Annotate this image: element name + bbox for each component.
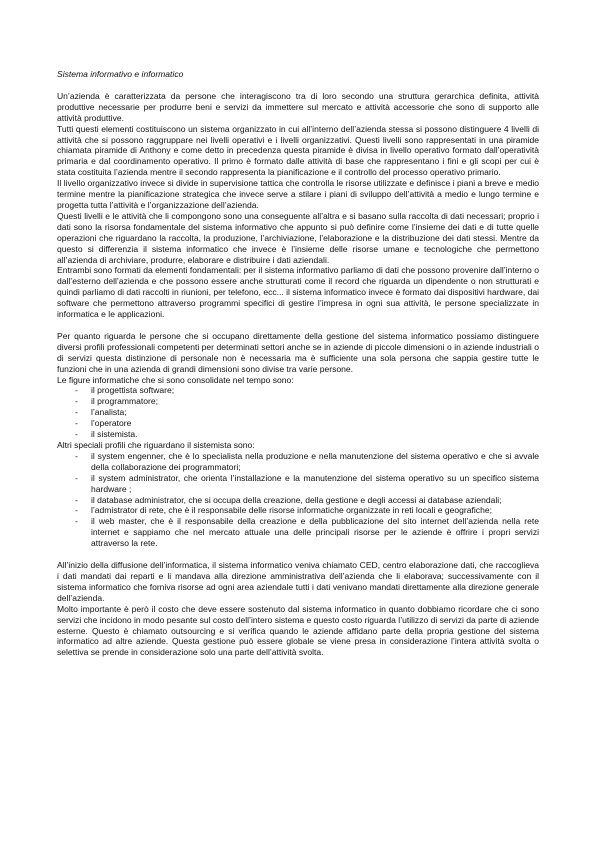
bullet-dash: - [75,429,78,440]
bullet-dash: - [75,450,78,461]
paragraph-gap [57,549,539,560]
list-item-text: il programmatore; [91,396,158,407]
special-profiles-list [57,451,539,549]
list-item-text: il system administrator, che orienta l’installazione e la manutenzione del sistema operativo su un specifico sistema hardware ; [91,472,539,494]
list-item-text: il database administrator, che si occupa della creazione, della gestione e degli accessi ai database aziendali; [91,494,502,505]
consolidated-figures-lead: Le figure informatiche che si sono consolidate nel tempo sono: [57,374,294,385]
list-item-text: il system engenner, che è lo specialista nella produzione e nella manutenzione del sistema operativo e che si avvale della collaborazione dei programmatori; [91,450,539,472]
paragraph-organizational-level: Il livello organizzativo invece si divide in supervisione tattica che controlla le risorse utilizzate e definisce i piani a breve e medio termine mentre la pianificazione strategica che invece serve a stilare i piani di sviluppo dell’attività a medio e lungo termine e progetta tutta l’attività e l’organizzazione dell’azienda. [57,178,539,210]
document-title: Sistema informativo e informatico [57,69,184,79]
paragraph-intro: Un’azienda è caratterizzata da persone che interagiscono tra di loro secondo una struttura gerarchica definita, attività produttive necessarie per produrre beni e servizi da immettere sul mercato e attività accessorie che sono di supporto alle attività produttive. [57,90,539,123]
list-item [57,495,539,506]
bullet-dash: - [75,407,78,418]
list-item-text: il web master, che è il responsabile della creazione e della pubblicazione del sito internet dell’azienda nella rete internet e sappiamo che nel mercato attuale una delle principali risorse per le aziende è offrire i propri servizi attraverso la rete. [91,516,539,549]
list-item-text: il progettista software; [91,385,175,396]
paragraph-people: Per quanto riguarda le persone che si occupano direttamente della gestione del sistema informatico possiamo distinguere diversi profili professionali competenti per determinati settori anche se in aziende di piccole dimensioni o in aziende industriali o di servizi questa distinzione di personale non è necessaria ma è sufficiente una sola persona che sappia gestire tutte le funzioni che in una azienda di grandi dimensioni sono divise tra varie persone. [57,330,539,374]
list-item [57,505,539,516]
bullet-dash: - [75,418,78,429]
bullet-dash: - [75,472,78,483]
list-item [57,385,539,396]
list-item [57,407,539,418]
bullet-dash: - [75,385,78,396]
list-item-text: l’analista; [91,407,127,418]
list-item-text: l’operatore [91,418,132,429]
list-item [57,473,539,495]
list-item [57,429,539,440]
bullet-dash: - [75,396,78,407]
list-item-text: il sistemista. [91,429,138,440]
bullet-dash: - [75,505,78,516]
paragraph-anthony-pyramid: Tutti questi elementi costituiscono un sistema organizzato in cui all’interno dell’azienda stessa si possono distinguere 4 livelli di attività che si possono raggruppare nei livelli operativi e i livelli organizzativi. Questi livelli sono rappresentati in una piramide chiamata piramide di Anthony e come detto in precedenza questa piramide è divisa in livello operativo formato dall’operatività primaria e dal coordinamento operativo. Il primo è formato dalle attività di base che rappresentano i fini e gli scopi per cui è stata costituita l’azienda mentre il secondo rappresenta la pianificazione e il controllo del processo operativo primario. [57,123,539,178]
paragraph-fundamental-elements: Entrambi sono formati da elementi fondamentali: per il sistema informativo parliamo di dati che possono provenire dall’interno o dall’esterno dell’azienda e che possono essere anche strutturati come il record che riguarda un dipendente o non strutturati e quindi parliamo di dati raccolti in riunioni, per telefono, ecc... il sistema informatico invece è formato dai dispositivi hardware, dai software che permettono attraverso programmi specifici di gestire l’impresa in ogni sua attività, le persone specializzate in informatica e le applicazioni. [57,265,539,320]
list-item-text: l’admistrator di rete, che è il responsabile delle risorse informatiche organizzate in reti locali e geografiche; [91,505,492,516]
paragraph-gap [57,320,539,331]
special-profiles-lead: Altri speciali profili che riguardano il sistemista sono: [57,440,255,450]
list-item [57,418,539,429]
paragraph-outsourcing: Molto importante è però il costo che deve essere sostenuto dal sistema informatico in quanto dobbiamo ricordare che ci sono servizi che incidono in modo pesante sul costo dell’intero sistema e questo costo riguarda l’utilizzo di servizi da parte di aziende esterne. Questo è chiamato outsourcing e si verifica quando le aziende affidano parte della propria gestione del sistema informatico ad altre aziende. Questa gestione può essere globale se viene presa in considerazione l’intera attività svolta o selettiva se prende in considerazione solo una parte dell’attività svolta. [57,603,539,658]
bullet-dash: - [75,516,78,527]
list-item [57,451,539,473]
paragraph-data-resources: Questi livelli e le attività che li compongono sono una conseguente all’altra e si basano sulla raccolta di dati necessari; proprio i dati sono la risorsa fondamentale del sistema informativo che appunto si può definire come l’insieme dei dati e di tutte quelle operazioni che riguardano la raccolta, la produzione, l’archiviazione, l’elaborazione e la distribuzione dei dati stessi. Mentre da questo si differenzia il sistema informatico che invece è l’insieme delle risorse umane e tecnologiche che permettono all’azienda di archiviare, produrre, elaborare e distribuire i dati aziendali. [57,210,539,265]
bullet-dash: - [75,494,78,505]
list-item [57,516,539,549]
document-body [57,69,539,658]
consolidated-figures-list [57,385,539,440]
paragraph-ced-history: All’inizio della diffusione dell’informatica, il sistema informatico veniva chiamato CED, centro elaborazione dati, che raccoglieva i dati mandati dai reparti e li mandava alla direzione amministrativa dell’azienda che li elaborava; successivamente con il sistema informatico che forniva risorse ad ogni area aziendale tutti i dati venivano mandati direttamente alla direzione generale dell’azienda. [57,560,539,603]
list-item [57,396,539,407]
